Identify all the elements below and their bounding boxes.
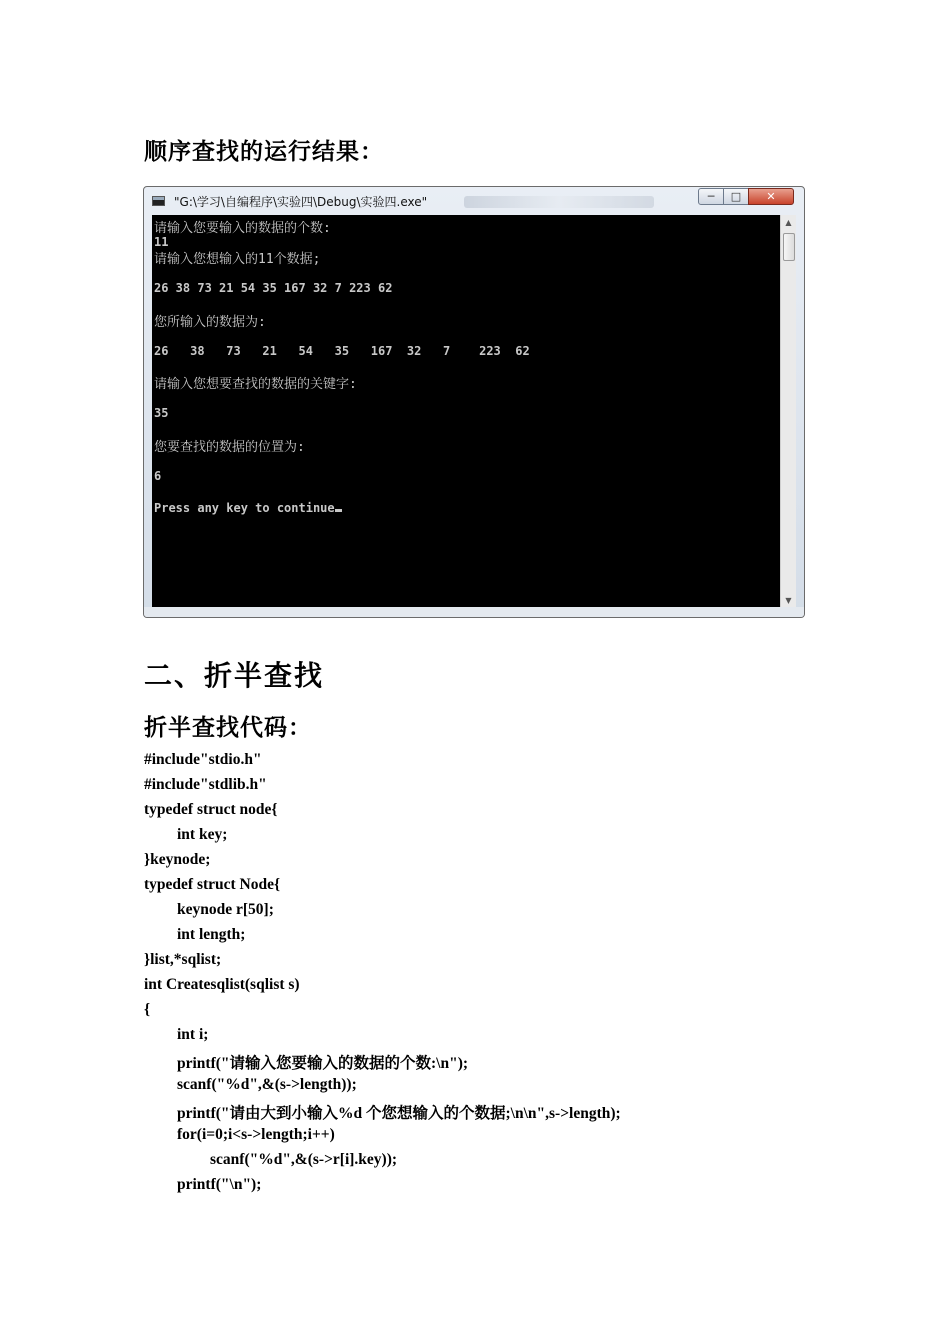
console-line: 请输入您想输入的11个数据; bbox=[154, 252, 321, 267]
console-line: 26 38 73 21 54 35 167 32 7 223 62 bbox=[154, 281, 393, 295]
console-app-icon bbox=[152, 196, 165, 206]
code-line: int length; bbox=[177, 926, 246, 943]
console-line: 请输入您要输入的数据的个数: bbox=[154, 221, 331, 236]
console-line: 您所输入的数据为: bbox=[154, 315, 266, 330]
console-line: 6 bbox=[154, 469, 162, 483]
console-window bbox=[143, 186, 805, 618]
window-bottom-edge bbox=[144, 607, 804, 617]
console-title: "G:\学习\自编程序\实验四\Debug\实验四.exe" bbox=[174, 195, 428, 209]
binary-search-heading: 二、折半查找 bbox=[144, 659, 325, 692]
code-line: printf("请由大到小输入%d 个您想输入的个数据;\n\n",s->length); bbox=[177, 1105, 621, 1122]
continue-prompt: Press any key to continue bbox=[154, 501, 335, 515]
code-line: }list,*sqlist; bbox=[144, 951, 222, 968]
code-line: for(i=0;i<s->length;i++) bbox=[177, 1126, 335, 1143]
binary-search-code-heading: 折半查找代码： bbox=[144, 715, 312, 741]
code-line: int key; bbox=[177, 826, 228, 843]
code-line: }keynode; bbox=[144, 851, 211, 868]
code-line: scanf("%d",&(s->r[i].key)); bbox=[210, 1151, 398, 1168]
code-line: printf("\n"); bbox=[177, 1176, 262, 1193]
console-line: 您要查找的数据的位置为: bbox=[154, 440, 305, 455]
code-line: scanf("%d",&(s->length)); bbox=[177, 1076, 357, 1093]
titlebar-background-blur bbox=[464, 196, 654, 208]
console-output bbox=[152, 215, 780, 609]
scroll-up-arrow-icon[interactable]: ▲ bbox=[785, 218, 792, 227]
code-line: int i; bbox=[177, 1026, 209, 1043]
code-line: #include"stdlib.h" bbox=[144, 776, 267, 793]
console-scrollbar[interactable] bbox=[780, 215, 796, 609]
console-titlebar[interactable] bbox=[144, 187, 804, 215]
scroll-down-arrow-icon[interactable]: ▼ bbox=[785, 596, 792, 605]
code-line: printf("请输入您要输入的数据的个数:\n"); bbox=[177, 1055, 469, 1072]
code-line: int Createsqlist(sqlist s) bbox=[144, 976, 300, 993]
close-button[interactable]: ✕ bbox=[748, 188, 794, 205]
code-line: { bbox=[144, 1001, 151, 1018]
console-line: 35 bbox=[154, 406, 169, 420]
console-line: 请输入您想要查找的数据的关键字: bbox=[154, 377, 357, 392]
scroll-thumb[interactable] bbox=[783, 233, 795, 261]
code-line: keynode r[50]; bbox=[177, 901, 274, 918]
text-cursor bbox=[335, 509, 342, 512]
code-line: typedef struct Node{ bbox=[144, 876, 281, 893]
minimize-button[interactable]: ─ bbox=[698, 188, 724, 205]
console-prompt-line bbox=[154, 501, 342, 515]
maximize-button[interactable]: □ bbox=[723, 188, 749, 205]
code-line: typedef struct node{ bbox=[144, 801, 278, 818]
code-line: #include"stdio.h" bbox=[144, 751, 262, 768]
console-line: 11 bbox=[154, 235, 169, 249]
sequential-result-heading: 顺序查找的运行结果： bbox=[144, 139, 384, 165]
console-line: 26 38 73 21 54 35 167 32 7 223 62 bbox=[154, 344, 530, 358]
